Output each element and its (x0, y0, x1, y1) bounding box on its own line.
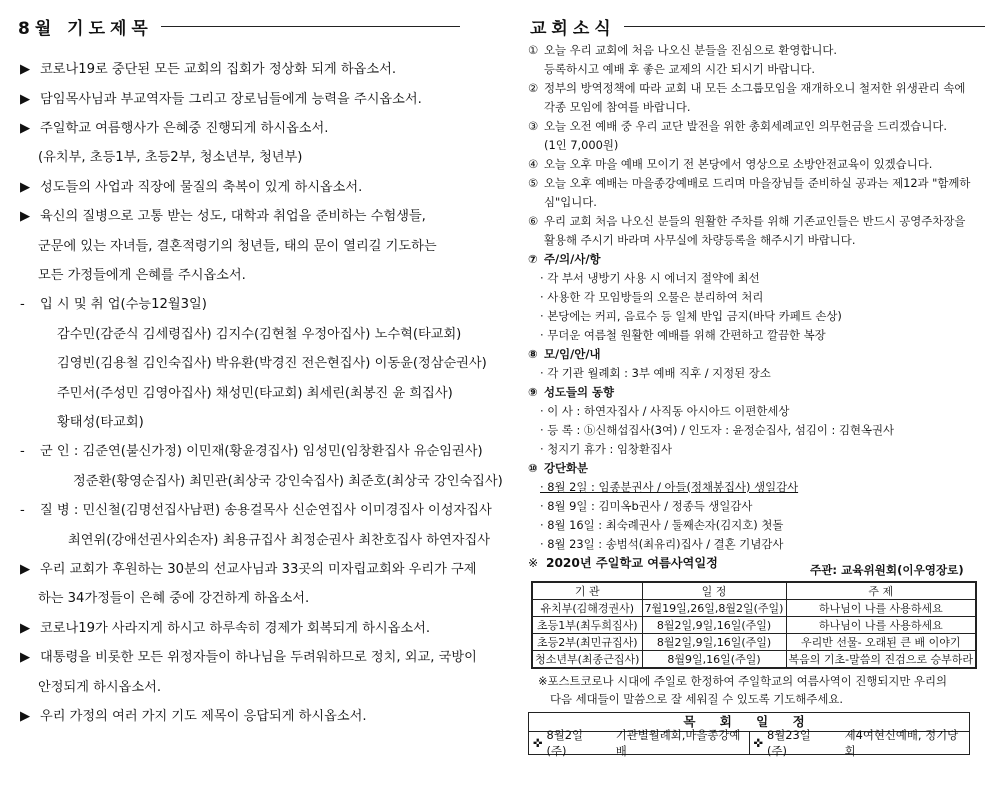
table-cell: 우리반 선물- 오래된 큰 배 이야기 (786, 634, 976, 651)
name-list: 황태성(타교회) (57, 415, 144, 430)
members-heading: ⑨ 성도들의 동향 (528, 385, 614, 399)
caution-item: · 본당에는 커피, 음료수 등 일체 반입 금지(바닥 카페트 손상) (540, 309, 842, 323)
table-cell: 7월19일,26일,8월2일(주일) (642, 600, 786, 617)
table-cell: 8월2일,9일,16일(주일) (642, 634, 786, 651)
prayer-item-sub: (유치부, 초등1부, 초등2부, 청소년부, 청년부) (38, 150, 303, 165)
caution-item: · 무더운 여름철 원활한 예배를 위해 간편하고 깔끔한 복장 (540, 328, 826, 342)
schedule-desc: 기관별월례회,마을종강예배 (615, 728, 741, 758)
table-cell: 초등1부(최두희집사) (532, 617, 642, 634)
pastor-schedule-box (528, 712, 970, 758)
prayer-item: ▶ 대통령을 비롯한 모든 위정자들이 하나님을 두려워하므로 정치, 외교, 국방이 (20, 650, 477, 665)
sunday-school-host: 주관: 교육위원회(이우영장로) (810, 563, 964, 577)
prayer-item: ▶ 우리 가정의 여러 가지 기도 제목이 응답되게 하시옵소서. (20, 709, 367, 724)
members-item: · 등 록 : ⓑ신해섭집사(3여) / 인도자 : 윤정순집사, 섬김이 : 김현옥권사 (540, 423, 895, 437)
caution-heading: ⑦ 주/의/사/항 (528, 252, 601, 266)
prayer-item: ▶ 성도들의 사업과 직장에 물질의 축복이 있게 하시옵소서. (20, 180, 363, 195)
table-cell: 하나님이 나를 사용하세요 (786, 617, 976, 634)
illness-list: - 질 병 : 민신철(김명선집사남편) 송용걸목사 신순연집사 이미경집사 이성자집사 (20, 503, 492, 518)
table-header: 일 정 (642, 582, 786, 600)
pastor-schedule-item (529, 728, 749, 758)
caution-item: · 사용한 각 모임방들의 오물은 분리하여 처리 (540, 290, 764, 304)
name-list: 감수민(감준식 김세령집사) 김지수(김현철 우정아집사) 노수혁(타교회) (57, 327, 462, 342)
table-row (532, 617, 976, 634)
table-header: 주 제 (786, 582, 976, 600)
table-header-row (532, 582, 976, 600)
table-cell: 복음의 기초-말씀의 진검으로 승부하라 (786, 651, 976, 669)
notice-6: ⑥ 우리 교회 처음 나오신 분들의 원활한 주차를 위해 기존교인들은 반드시 공영주차장을 (528, 214, 966, 228)
table-row (532, 651, 976, 669)
notice-1: ① 오늘 우리 교회에 처음 나오신 분들을 진심으로 환영합니다. (528, 43, 838, 57)
table-cell: 초등2부(최민규집사) (532, 634, 642, 651)
exam-heading: - 입 시 및 취 업(수능12월3일) (20, 297, 207, 312)
prayer-item-cont: 모든 가정들에게 은혜를 주시옵소서. (38, 268, 246, 283)
table-row (532, 600, 976, 617)
schedule-date: 8월2일(주) (546, 728, 584, 758)
table-cell: 하나님이 나를 사용하세요 (786, 600, 976, 617)
name-list: 김영빈(김용철 김인숙집사) 박유환(박경진 전은현집사) 이동윤(정삼순권사) (57, 356, 487, 371)
military-list: - 군 인 : 김준연(불신가정) 이민재(황윤경집사) 임성민(임창환집사 유순임권사) (20, 444, 483, 459)
flower-item: · 8월 2일 : 임종분권사 / 아들(정채봉집사) 생일감사 (540, 480, 799, 494)
notice-3-cont: (1인 7,000원) (544, 138, 619, 152)
flower-item: · 8월 23일 : 송범석(최유리)집사 / 결혼 기념감사 (540, 537, 784, 551)
prayer-item: ▶ 담임목사님과 부교역자들 그리고 장로님들에게 능력을 주시옵소서. (20, 92, 422, 107)
notice-5-cont: 심"입니다. (544, 195, 597, 209)
pastor-schedule-title: 목 회 일 정 (529, 713, 969, 732)
table-cell: 유치부(김해경권사) (532, 600, 642, 617)
meeting-heading: ⑧ 모/임/안/내 (528, 347, 601, 361)
sunday-school-table (531, 581, 977, 669)
sunday-school-note-cont: 다음 세대들이 말씀으로 잘 세워질 수 있도록 기도해주세요. (550, 692, 844, 706)
prayer-item: ▶ 육신의 질병으로 고통 받는 성도, 대학과 취업을 준비하는 수험생들, (20, 209, 426, 224)
table-cell: 청소년부(최종근집사) (532, 651, 642, 669)
title-rule (161, 26, 460, 27)
cross-icon: ✜ (753, 736, 764, 750)
notice-5: ⑤ 오늘 오후 예배는 마을종강예배로 드리며 마을장님들 준비하실 공과는 제12과 "함께하 (528, 176, 971, 190)
schedule-desc: 제4여현신예배, 정기당회 (844, 728, 959, 758)
notice-6-cont: 활용해 주시기 바라며 사무실에 차량등록을 해주시기 바랍니다. (544, 233, 856, 247)
prayer-item-cont: 안정되게 하시옵소서. (38, 680, 162, 695)
members-item: · 이 사 : 하연자집사 / 사직동 아시아드 이편한세상 (540, 404, 790, 418)
flower-heading: ⑩ 강단화분 (528, 461, 589, 475)
table-header: 기 관 (532, 582, 642, 600)
meeting-item: · 각 기관 월례회 : 3부 예배 직후 / 지정된 장소 (540, 366, 771, 380)
military-list-cont: 정준환(황영순집사) 최민관(최상국 강인숙집사) 최준호(최상국 강인숙집사) (73, 474, 503, 489)
news-title: 교회소식 (530, 19, 616, 39)
illness-list-cont: 최연위(강애선권사외손자) 최용규집사 최정순권사 최찬호집사 하연자집사 (68, 533, 490, 548)
caution-item: · 각 부서 냉방기 사용 시 에너지 절약에 최선 (540, 271, 760, 285)
name-list: 주민서(주성민 김영아집사) 채성민(타교회) 최세린(최봉진 윤 희집사) (57, 386, 453, 401)
flower-item: · 8월 9일 : 김미옥b권사 / 정종득 생일감사 (540, 499, 753, 513)
prayer-item: ▶ 주일학교 여름행사가 은혜중 진행되게 하시옵소서. (20, 121, 329, 136)
table-cell: 8월9일,16일(주일) (642, 651, 786, 669)
notice-1-cont: 등록하시고 예배 후 좋은 교제의 시간 되시기 바랍니다. (544, 62, 816, 76)
notice-3: ③ 오늘 오전 예배 중 우리 교단 발전을 위한 총회세례교인 의무헌금을 드리겠습니다. (528, 119, 947, 133)
notice-4: ④ 오늘 오후 마을 예배 모이기 전 본당에서 영상으로 소방안전교육이 있겠습니다. (528, 157, 933, 171)
prayer-item-cont: 하는 34가정들이 은혜 중에 강건하게 하옵소서. (38, 591, 310, 606)
table-row (532, 634, 976, 651)
prayer-title: 8월 기도제목 (18, 19, 153, 39)
prayer-item-cont: 군문에 있는 자녀들, 결혼적령기의 청년들, 태의 문이 열리길 기도하는 (38, 239, 437, 254)
prayer-item: ▶ 우리 교회가 후원하는 30분의 선교사님과 33곳의 미자립교회와 우리가 구제 (20, 562, 477, 577)
pastor-schedule-row (529, 728, 969, 758)
prayer-header (18, 14, 460, 39)
notice-2: ② 정부의 방역정책에 따라 교회 내 모든 소그룹모임을 재개하오니 철저한 위생관리 속에 (528, 81, 966, 95)
sunday-school-note: ※포스트코로나 시대에 주일로 한정하여 주일학교의 여름사역이 진행되지만 우리의 (538, 674, 948, 688)
cross-icon: ✜ (533, 736, 543, 750)
sunday-school-title: ※ 2020년 주일학교 여름사역일정 (528, 556, 718, 570)
prayer-item: ▶ 코로나19가 사라지게 하시고 하루속히 경제가 회복되게 하시옵소서. (20, 621, 431, 636)
table-cell: 8월2일,9일,16일(주일) (642, 617, 786, 634)
members-item: · 청지기 휴가 : 임창환집사 (540, 442, 672, 456)
title-rule (624, 26, 985, 27)
schedule-date: 8월23일(주) (767, 728, 811, 758)
news-header (530, 14, 985, 39)
pastor-schedule-item (749, 728, 970, 758)
flower-item: · 8월 16일 : 최숙례권사 / 둘째손자(김지호) 첫돌 (540, 518, 784, 532)
prayer-item: ▶ 코로나19로 중단된 모든 교회의 집회가 정상화 되게 하옵소서. (20, 62, 397, 77)
notice-2-cont: 각종 모임에 참여를 바랍니다. (544, 100, 691, 114)
